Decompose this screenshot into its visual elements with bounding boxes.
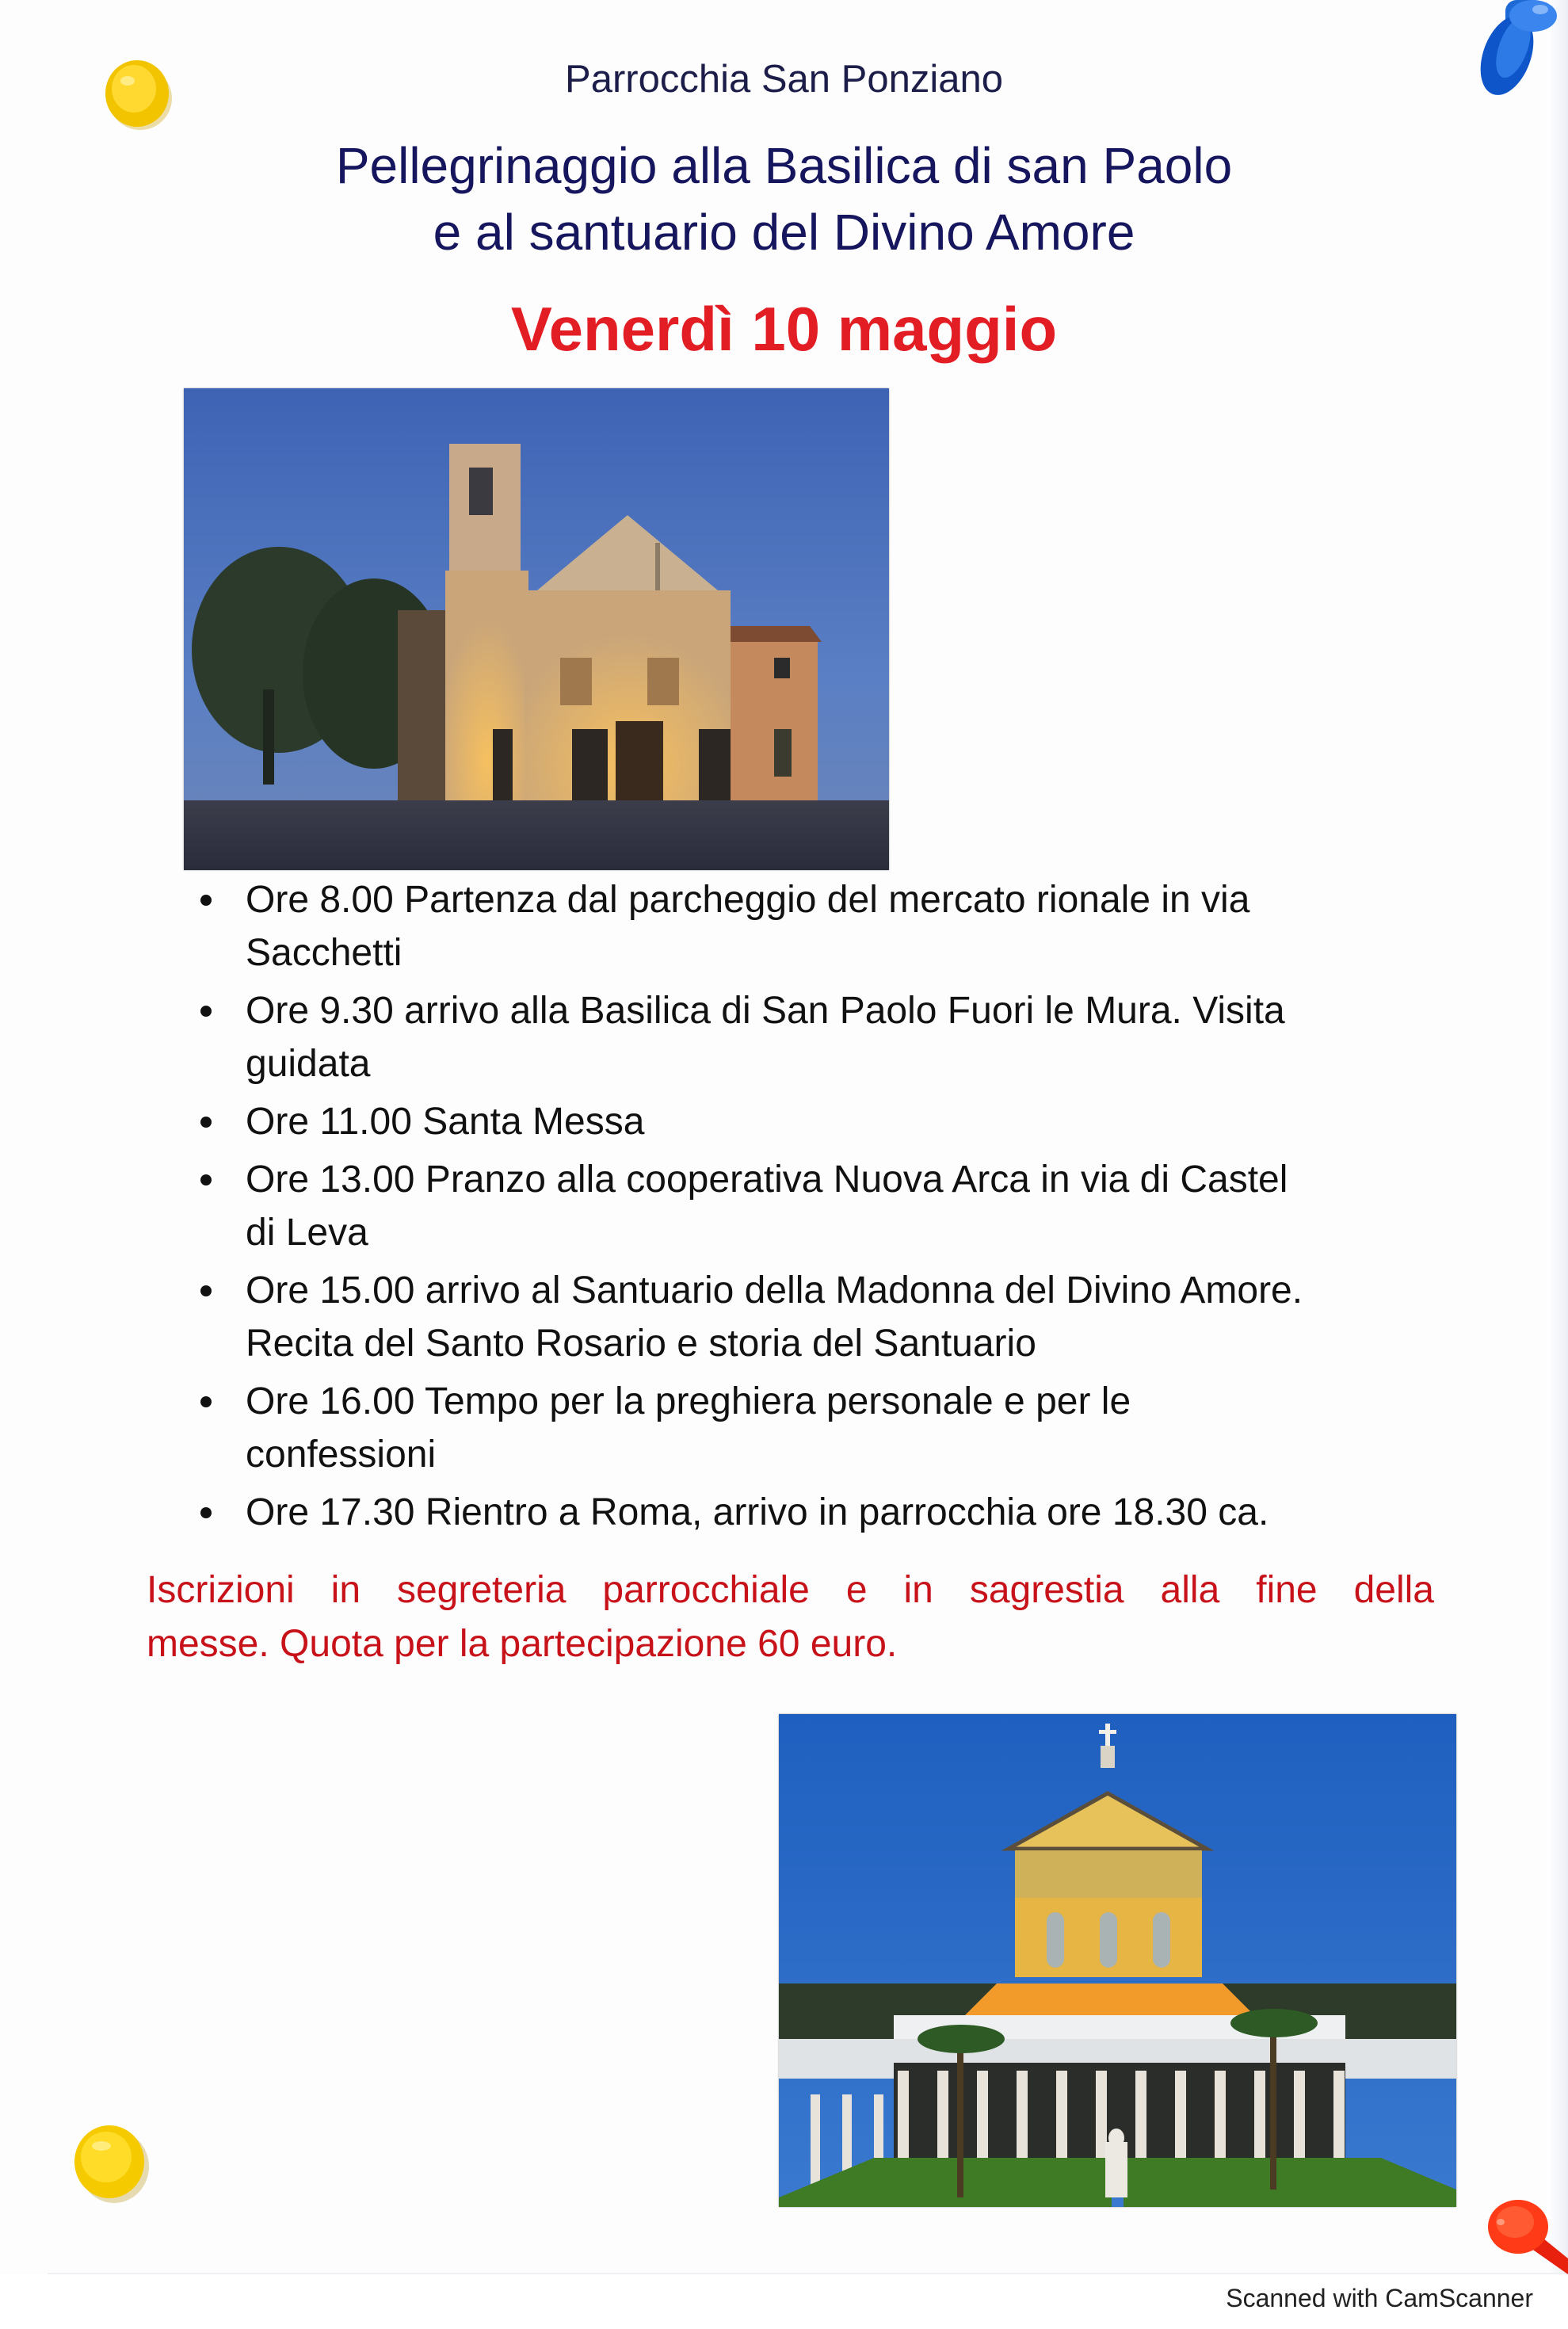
yellow-pin-icon <box>70 2122 153 2205</box>
red-pin-icon <box>1483 2195 1568 2274</box>
scanner-watermark: Scanned with CamScanner <box>1226 2284 1533 2312</box>
schedule-item: Ore 13.00 Pranzo alla cooperativa Nuova Arca in via di Castel di Leva <box>0 1153 1568 1259</box>
bullet-icon <box>200 1174 212 1185</box>
bullet-icon <box>200 1507 212 1518</box>
schedule-item: Ore 8.00 Partenza dal parcheggio del mercato rionale in via Sacchetti <box>0 873 1568 979</box>
schedule-item: Ore 16.00 Tempo per la preghiera personale e per le confessioni <box>0 1375 1568 1481</box>
signup-line-2: messe. Quota per la partecipazione 60 euro. <box>147 1623 898 1665</box>
schedule-item: Ore 17.30 Rientro a Roma, arrivo in parrocchia ore 18.30 ca. <box>0 1486 1568 1539</box>
bullet-icon <box>200 1285 212 1296</box>
schedule-item: Ore 11.00 Santa Messa <box>0 1095 1568 1148</box>
bullet-icon <box>200 1006 212 1017</box>
schedule-item: Ore 9.30 arrivo alla Basilica di San Paolo Fuori le Mura. Visita guidata <box>0 984 1568 1090</box>
parish-name: Parrocchia San Ponziano <box>565 58 1003 101</box>
bullet-icon <box>200 1117 212 1128</box>
divino-amore-photo <box>184 388 889 870</box>
schedule-item: Ore 15.00 arrivo al Santuario della Madonna del Divino Amore. Recita del Santo Rosario e storia del Santuario <box>0 1264 1568 1370</box>
signup-note <box>147 1563 1434 1671</box>
page-bottom-edge <box>48 2273 1568 2274</box>
title-line-1: Pellegrinaggio alla Basilica di san Paolo <box>335 137 1233 194</box>
signup-line-1: Iscrizioni in segreteria parrocchiale e in sagrestia alla fine della <box>147 1569 1434 1611</box>
event-date: Venerdì 10 maggio <box>510 294 1058 364</box>
schedule-list <box>0 873 1568 1544</box>
bullet-icon <box>200 1396 212 1407</box>
bullet-icon <box>200 895 212 906</box>
san-paolo-basilica-photo <box>779 1714 1456 2207</box>
title-line-2: e al santuario del Divino Amore <box>433 204 1135 261</box>
